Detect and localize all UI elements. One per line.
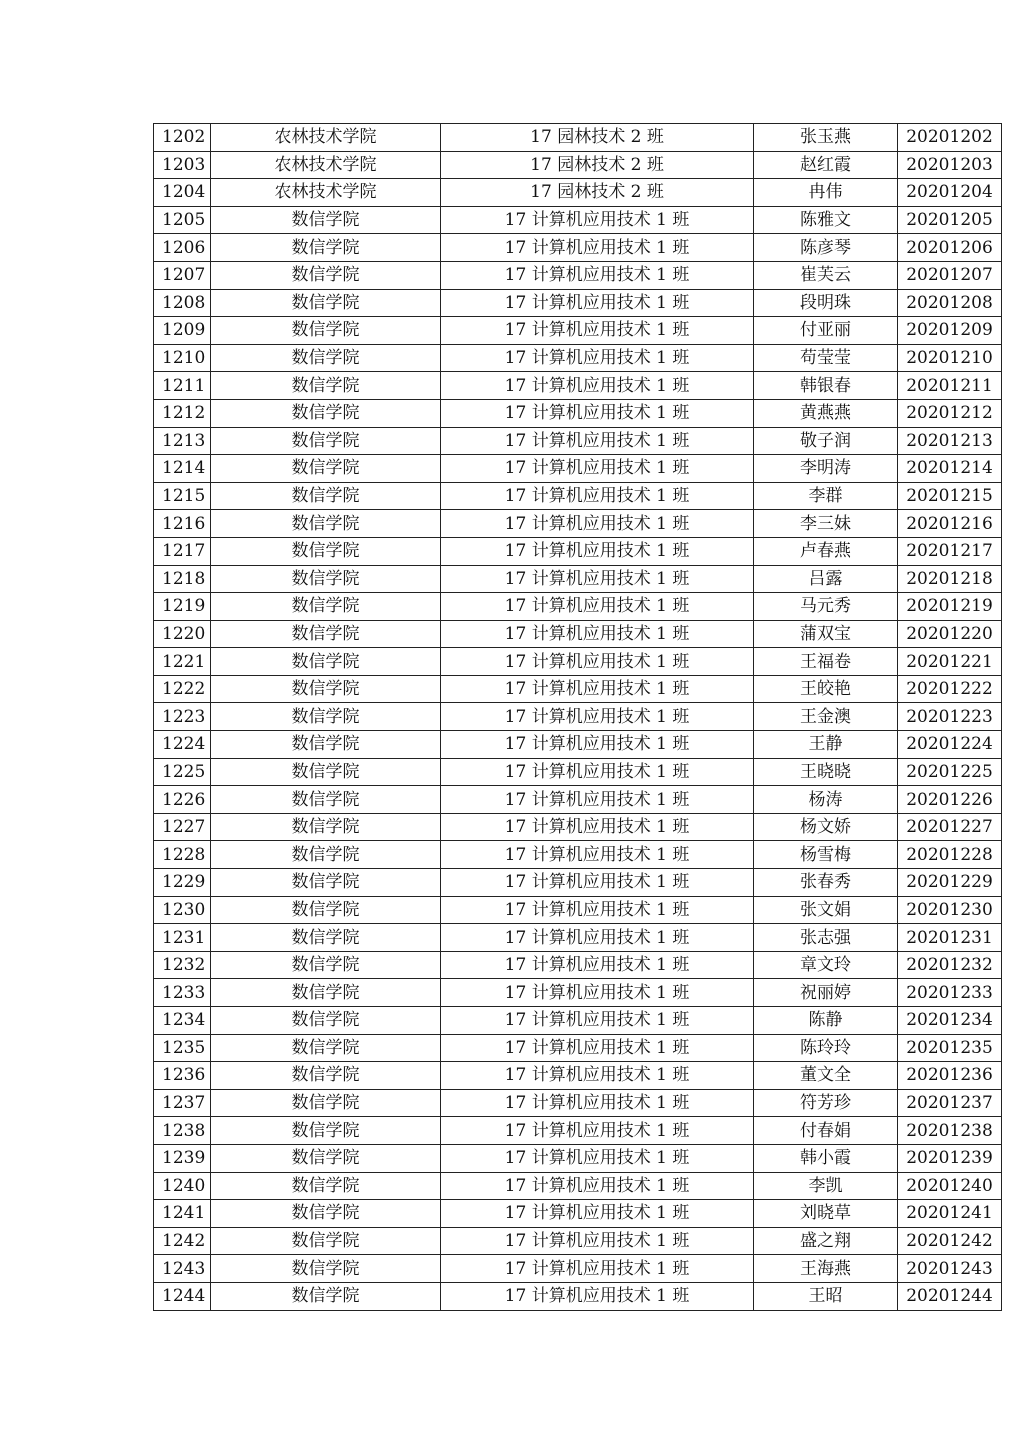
college-cell: 数信学院 bbox=[211, 758, 441, 786]
college-cell: 数信学院 bbox=[211, 289, 441, 317]
student-name-cell: 章文玲 bbox=[754, 951, 898, 979]
table-row bbox=[154, 1227, 1002, 1255]
student-id-cell: 20201207 bbox=[898, 261, 1002, 289]
student-name-cell: 张春秀 bbox=[754, 869, 898, 897]
table-row bbox=[154, 510, 1002, 538]
college-cell: 数信学院 bbox=[211, 1062, 441, 1090]
student-id-cell: 20201227 bbox=[898, 813, 1002, 841]
class-cell: 17 计算机应用技术 1 班 bbox=[441, 289, 754, 317]
table-row bbox=[154, 1117, 1002, 1145]
student-name-cell: 王海燕 bbox=[754, 1255, 898, 1283]
class-cell: 17 计算机应用技术 1 班 bbox=[441, 703, 754, 731]
student-id-cell: 20201239 bbox=[898, 1144, 1002, 1172]
seq-number-cell: 1225 bbox=[154, 758, 211, 786]
seq-number-cell: 1212 bbox=[154, 399, 211, 427]
seq-number-cell: 1240 bbox=[154, 1172, 211, 1200]
class-cell: 17 计算机应用技术 1 班 bbox=[441, 896, 754, 924]
seq-number-cell: 1211 bbox=[154, 372, 211, 400]
college-cell: 数信学院 bbox=[211, 206, 441, 234]
table-row bbox=[154, 317, 1002, 345]
table-row bbox=[154, 537, 1002, 565]
table-row bbox=[154, 648, 1002, 676]
college-cell: 数信学院 bbox=[211, 455, 441, 483]
table-row bbox=[154, 1144, 1002, 1172]
table-row bbox=[154, 979, 1002, 1007]
college-cell: 农林技术学院 bbox=[211, 151, 441, 179]
seq-number-cell: 1222 bbox=[154, 675, 211, 703]
student-name-cell: 张文娟 bbox=[754, 896, 898, 924]
student-id-cell: 20201230 bbox=[898, 896, 1002, 924]
student-name-cell: 陈静 bbox=[754, 1007, 898, 1035]
table-row bbox=[154, 1255, 1002, 1283]
class-cell: 17 计算机应用技术 1 班 bbox=[441, 1227, 754, 1255]
college-cell: 数信学院 bbox=[211, 565, 441, 593]
class-cell: 17 计算机应用技术 1 班 bbox=[441, 537, 754, 565]
seq-number-cell: 1210 bbox=[154, 344, 211, 372]
student-id-cell: 20201223 bbox=[898, 703, 1002, 731]
seq-number-cell: 1220 bbox=[154, 620, 211, 648]
seq-number-cell: 1243 bbox=[154, 1255, 211, 1283]
seq-number-cell: 1228 bbox=[154, 841, 211, 869]
class-cell: 17 园林技术 2 班 bbox=[441, 179, 754, 207]
student-id-cell: 20201243 bbox=[898, 1255, 1002, 1283]
student-name-cell: 苟莹莹 bbox=[754, 344, 898, 372]
student-id-cell: 20201210 bbox=[898, 344, 1002, 372]
student-id-cell: 20201232 bbox=[898, 951, 1002, 979]
student-name-cell: 赵红霞 bbox=[754, 151, 898, 179]
student-id-cell: 20201221 bbox=[898, 648, 1002, 676]
college-cell: 数信学院 bbox=[211, 951, 441, 979]
class-cell: 17 计算机应用技术 1 班 bbox=[441, 1007, 754, 1035]
seq-number-cell: 1206 bbox=[154, 234, 211, 262]
student-name-cell: 韩小霞 bbox=[754, 1144, 898, 1172]
seq-number-cell: 1242 bbox=[154, 1227, 211, 1255]
class-cell: 17 计算机应用技术 1 班 bbox=[441, 758, 754, 786]
student-name-cell: 卢春燕 bbox=[754, 537, 898, 565]
table-row bbox=[154, 455, 1002, 483]
college-cell: 数信学院 bbox=[211, 1282, 441, 1310]
student-id-cell: 20201206 bbox=[898, 234, 1002, 262]
student-name-cell: 陈玲玲 bbox=[754, 1034, 898, 1062]
table-row bbox=[154, 399, 1002, 427]
class-cell: 17 计算机应用技术 1 班 bbox=[441, 344, 754, 372]
student-id-cell: 20201238 bbox=[898, 1117, 1002, 1145]
student-id-cell: 20201205 bbox=[898, 206, 1002, 234]
class-cell: 17 计算机应用技术 1 班 bbox=[441, 261, 754, 289]
seq-number-cell: 1231 bbox=[154, 924, 211, 952]
table-row bbox=[154, 261, 1002, 289]
student-id-cell: 20201204 bbox=[898, 179, 1002, 207]
class-cell: 17 园林技术 2 班 bbox=[441, 151, 754, 179]
student-name-cell: 付亚丽 bbox=[754, 317, 898, 345]
student-name-cell: 蒲双宝 bbox=[754, 620, 898, 648]
table-row bbox=[154, 1282, 1002, 1310]
college-cell: 数信学院 bbox=[211, 593, 441, 621]
student-name-cell: 黄燕燕 bbox=[754, 399, 898, 427]
seq-number-cell: 1207 bbox=[154, 261, 211, 289]
table-row bbox=[154, 1007, 1002, 1035]
seq-number-cell: 1230 bbox=[154, 896, 211, 924]
college-cell: 数信学院 bbox=[211, 979, 441, 1007]
seq-number-cell: 1244 bbox=[154, 1282, 211, 1310]
student-id-cell: 20201208 bbox=[898, 289, 1002, 317]
student-name-cell: 崔芙云 bbox=[754, 261, 898, 289]
student-name-cell: 张志强 bbox=[754, 924, 898, 952]
seq-number-cell: 1223 bbox=[154, 703, 211, 731]
student-id-cell: 20201231 bbox=[898, 924, 1002, 952]
class-cell: 17 计算机应用技术 1 班 bbox=[441, 317, 754, 345]
class-cell: 17 计算机应用技术 1 班 bbox=[441, 372, 754, 400]
table-row bbox=[154, 206, 1002, 234]
class-cell: 17 计算机应用技术 1 班 bbox=[441, 731, 754, 759]
college-cell: 数信学院 bbox=[211, 372, 441, 400]
student-name-cell: 王金澳 bbox=[754, 703, 898, 731]
college-cell: 数信学院 bbox=[211, 1117, 441, 1145]
class-cell: 17 计算机应用技术 1 班 bbox=[441, 399, 754, 427]
class-cell: 17 计算机应用技术 1 班 bbox=[441, 1172, 754, 1200]
student-id-cell: 20201233 bbox=[898, 979, 1002, 1007]
student-name-cell: 王皎艳 bbox=[754, 675, 898, 703]
seq-number-cell: 1239 bbox=[154, 1144, 211, 1172]
table-row bbox=[154, 344, 1002, 372]
college-cell: 数信学院 bbox=[211, 234, 441, 262]
student-name-cell: 刘晓草 bbox=[754, 1200, 898, 1228]
student-id-cell: 20201219 bbox=[898, 593, 1002, 621]
student-name-cell: 敬子润 bbox=[754, 427, 898, 455]
college-cell: 数信学院 bbox=[211, 427, 441, 455]
student-name-cell: 符芳珍 bbox=[754, 1089, 898, 1117]
table-row bbox=[154, 1089, 1002, 1117]
table-row bbox=[154, 731, 1002, 759]
class-cell: 17 计算机应用技术 1 班 bbox=[441, 1200, 754, 1228]
table-row bbox=[154, 124, 1002, 152]
student-name-cell: 董文全 bbox=[754, 1062, 898, 1090]
seq-number-cell: 1235 bbox=[154, 1034, 211, 1062]
seq-number-cell: 1204 bbox=[154, 179, 211, 207]
college-cell: 数信学院 bbox=[211, 1089, 441, 1117]
seq-number-cell: 1221 bbox=[154, 648, 211, 676]
seq-number-cell: 1219 bbox=[154, 593, 211, 621]
table-row bbox=[154, 896, 1002, 924]
student-id-cell: 20201225 bbox=[898, 758, 1002, 786]
college-cell: 数信学院 bbox=[211, 1200, 441, 1228]
college-cell: 数信学院 bbox=[211, 813, 441, 841]
college-cell: 农林技术学院 bbox=[211, 179, 441, 207]
class-cell: 17 计算机应用技术 1 班 bbox=[441, 1282, 754, 1310]
seq-number-cell: 1216 bbox=[154, 510, 211, 538]
student-id-cell: 20201224 bbox=[898, 731, 1002, 759]
class-cell: 17 计算机应用技术 1 班 bbox=[441, 1144, 754, 1172]
class-cell: 17 计算机应用技术 1 班 bbox=[441, 951, 754, 979]
class-cell: 17 计算机应用技术 1 班 bbox=[441, 841, 754, 869]
college-cell: 数信学院 bbox=[211, 924, 441, 952]
roster-body bbox=[154, 124, 1002, 1311]
student-name-cell: 韩银春 bbox=[754, 372, 898, 400]
class-cell: 17 计算机应用技术 1 班 bbox=[441, 565, 754, 593]
student-name-cell: 祝丽婷 bbox=[754, 979, 898, 1007]
student-id-cell: 20201209 bbox=[898, 317, 1002, 345]
class-cell: 17 计算机应用技术 1 班 bbox=[441, 427, 754, 455]
class-cell: 17 园林技术 2 班 bbox=[441, 124, 754, 152]
student-name-cell: 段明珠 bbox=[754, 289, 898, 317]
seq-number-cell: 1237 bbox=[154, 1089, 211, 1117]
college-cell: 数信学院 bbox=[211, 537, 441, 565]
student-id-cell: 20201236 bbox=[898, 1062, 1002, 1090]
college-cell: 数信学院 bbox=[211, 620, 441, 648]
college-cell: 数信学院 bbox=[211, 399, 441, 427]
college-cell: 数信学院 bbox=[211, 317, 441, 345]
student-name-cell: 杨涛 bbox=[754, 786, 898, 814]
college-cell: 数信学院 bbox=[211, 675, 441, 703]
student-id-cell: 20201228 bbox=[898, 841, 1002, 869]
seq-number-cell: 1238 bbox=[154, 1117, 211, 1145]
student-id-cell: 20201213 bbox=[898, 427, 1002, 455]
seq-number-cell: 1218 bbox=[154, 565, 211, 593]
class-cell: 17 计算机应用技术 1 班 bbox=[441, 813, 754, 841]
student-name-cell: 王静 bbox=[754, 731, 898, 759]
seq-number-cell: 1203 bbox=[154, 151, 211, 179]
student-name-cell: 李三妹 bbox=[754, 510, 898, 538]
student-name-cell: 吕露 bbox=[754, 565, 898, 593]
college-cell: 数信学院 bbox=[211, 648, 441, 676]
class-cell: 17 计算机应用技术 1 班 bbox=[441, 675, 754, 703]
student-id-cell: 20201217 bbox=[898, 537, 1002, 565]
seq-number-cell: 1229 bbox=[154, 869, 211, 897]
student-id-cell: 20201237 bbox=[898, 1089, 1002, 1117]
student-id-cell: 20201240 bbox=[898, 1172, 1002, 1200]
seq-number-cell: 1215 bbox=[154, 482, 211, 510]
seq-number-cell: 1226 bbox=[154, 786, 211, 814]
table-row bbox=[154, 1172, 1002, 1200]
class-cell: 17 计算机应用技术 1 班 bbox=[441, 455, 754, 483]
seq-number-cell: 1208 bbox=[154, 289, 211, 317]
college-cell: 数信学院 bbox=[211, 703, 441, 731]
student-name-cell: 付春娟 bbox=[754, 1117, 898, 1145]
seq-number-cell: 1233 bbox=[154, 979, 211, 1007]
table-row bbox=[154, 924, 1002, 952]
table-row bbox=[154, 593, 1002, 621]
student-id-cell: 20201214 bbox=[898, 455, 1002, 483]
student-name-cell: 李凯 bbox=[754, 1172, 898, 1200]
class-cell: 17 计算机应用技术 1 班 bbox=[441, 1034, 754, 1062]
college-cell: 数信学院 bbox=[211, 1227, 441, 1255]
student-id-cell: 20201234 bbox=[898, 1007, 1002, 1035]
student-id-cell: 20201215 bbox=[898, 482, 1002, 510]
table-row bbox=[154, 869, 1002, 897]
college-cell: 数信学院 bbox=[211, 841, 441, 869]
table-row bbox=[154, 427, 1002, 455]
student-id-cell: 20201203 bbox=[898, 151, 1002, 179]
seq-number-cell: 1227 bbox=[154, 813, 211, 841]
student-name-cell: 陈彦琴 bbox=[754, 234, 898, 262]
class-cell: 17 计算机应用技术 1 班 bbox=[441, 620, 754, 648]
table-row bbox=[154, 786, 1002, 814]
table-row bbox=[154, 813, 1002, 841]
roster-table bbox=[153, 123, 1002, 1311]
table-row bbox=[154, 179, 1002, 207]
table-row bbox=[154, 703, 1002, 731]
seq-number-cell: 1241 bbox=[154, 1200, 211, 1228]
college-cell: 数信学院 bbox=[211, 731, 441, 759]
student-name-cell: 陈雅文 bbox=[754, 206, 898, 234]
seq-number-cell: 1213 bbox=[154, 427, 211, 455]
college-cell: 数信学院 bbox=[211, 1255, 441, 1283]
student-name-cell: 王昭 bbox=[754, 1282, 898, 1310]
seq-number-cell: 1214 bbox=[154, 455, 211, 483]
table-row bbox=[154, 234, 1002, 262]
table-row bbox=[154, 675, 1002, 703]
class-cell: 17 计算机应用技术 1 班 bbox=[441, 234, 754, 262]
seq-number-cell: 1202 bbox=[154, 124, 211, 152]
class-cell: 17 计算机应用技术 1 班 bbox=[441, 979, 754, 1007]
seq-number-cell: 1234 bbox=[154, 1007, 211, 1035]
college-cell: 数信学院 bbox=[211, 1172, 441, 1200]
class-cell: 17 计算机应用技术 1 班 bbox=[441, 648, 754, 676]
class-cell: 17 计算机应用技术 1 班 bbox=[441, 869, 754, 897]
college-cell: 数信学院 bbox=[211, 896, 441, 924]
student-name-cell: 马元秀 bbox=[754, 593, 898, 621]
student-id-cell: 20201229 bbox=[898, 869, 1002, 897]
student-name-cell: 杨文娇 bbox=[754, 813, 898, 841]
student-name-cell: 冉伟 bbox=[754, 179, 898, 207]
table-row bbox=[154, 565, 1002, 593]
college-cell: 数信学院 bbox=[211, 1144, 441, 1172]
table-row bbox=[154, 289, 1002, 317]
seq-number-cell: 1205 bbox=[154, 206, 211, 234]
student-id-cell: 20201235 bbox=[898, 1034, 1002, 1062]
table-row bbox=[154, 620, 1002, 648]
student-id-cell: 20201218 bbox=[898, 565, 1002, 593]
student-id-cell: 20201212 bbox=[898, 399, 1002, 427]
table-row bbox=[154, 151, 1002, 179]
student-name-cell: 杨雪梅 bbox=[754, 841, 898, 869]
student-name-cell: 李明涛 bbox=[754, 455, 898, 483]
class-cell: 17 计算机应用技术 1 班 bbox=[441, 1255, 754, 1283]
student-name-cell: 李群 bbox=[754, 482, 898, 510]
student-id-cell: 20201220 bbox=[898, 620, 1002, 648]
student-id-cell: 20201244 bbox=[898, 1282, 1002, 1310]
college-cell: 数信学院 bbox=[211, 510, 441, 538]
class-cell: 17 计算机应用技术 1 班 bbox=[441, 1089, 754, 1117]
class-cell: 17 计算机应用技术 1 班 bbox=[441, 510, 754, 538]
class-cell: 17 计算机应用技术 1 班 bbox=[441, 482, 754, 510]
college-cell: 数信学院 bbox=[211, 482, 441, 510]
college-cell: 数信学院 bbox=[211, 261, 441, 289]
college-cell: 数信学院 bbox=[211, 344, 441, 372]
seq-number-cell: 1236 bbox=[154, 1062, 211, 1090]
college-cell: 数信学院 bbox=[211, 869, 441, 897]
seq-number-cell: 1217 bbox=[154, 537, 211, 565]
student-id-cell: 20201222 bbox=[898, 675, 1002, 703]
seq-number-cell: 1224 bbox=[154, 731, 211, 759]
class-cell: 17 计算机应用技术 1 班 bbox=[441, 924, 754, 952]
table-row bbox=[154, 951, 1002, 979]
class-cell: 17 计算机应用技术 1 班 bbox=[441, 1062, 754, 1090]
student-id-cell: 20201216 bbox=[898, 510, 1002, 538]
table-row bbox=[154, 841, 1002, 869]
table-row bbox=[154, 372, 1002, 400]
table-row bbox=[154, 1034, 1002, 1062]
student-id-cell: 20201241 bbox=[898, 1200, 1002, 1228]
seq-number-cell: 1232 bbox=[154, 951, 211, 979]
student-name-cell: 王福卷 bbox=[754, 648, 898, 676]
student-name-cell: 张玉燕 bbox=[754, 124, 898, 152]
table-row bbox=[154, 482, 1002, 510]
college-cell: 农林技术学院 bbox=[211, 124, 441, 152]
student-id-cell: 20201242 bbox=[898, 1227, 1002, 1255]
student-id-cell: 20201226 bbox=[898, 786, 1002, 814]
student-id-cell: 20201211 bbox=[898, 372, 1002, 400]
class-cell: 17 计算机应用技术 1 班 bbox=[441, 206, 754, 234]
student-name-cell: 王晓晓 bbox=[754, 758, 898, 786]
college-cell: 数信学院 bbox=[211, 1034, 441, 1062]
seq-number-cell: 1209 bbox=[154, 317, 211, 345]
table-row bbox=[154, 758, 1002, 786]
table-row bbox=[154, 1200, 1002, 1228]
student-id-cell: 20201202 bbox=[898, 124, 1002, 152]
college-cell: 数信学院 bbox=[211, 1007, 441, 1035]
class-cell: 17 计算机应用技术 1 班 bbox=[441, 786, 754, 814]
college-cell: 数信学院 bbox=[211, 786, 441, 814]
class-cell: 17 计算机应用技术 1 班 bbox=[441, 593, 754, 621]
class-cell: 17 计算机应用技术 1 班 bbox=[441, 1117, 754, 1145]
student-name-cell: 盛之翔 bbox=[754, 1227, 898, 1255]
table-row bbox=[154, 1062, 1002, 1090]
